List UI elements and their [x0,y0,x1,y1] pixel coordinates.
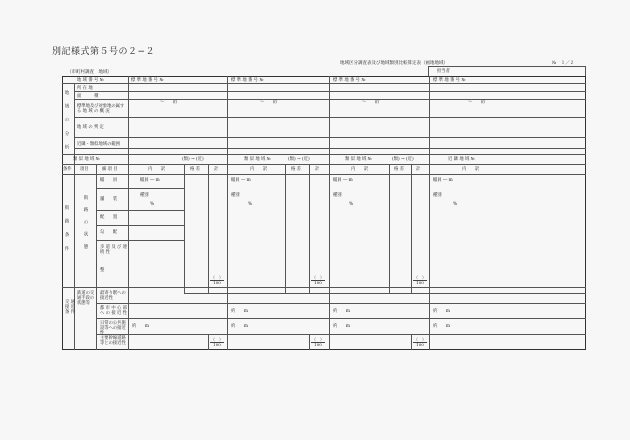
grid-line [62,174,586,175]
investigator-box-left [428,66,429,76]
width-value-1: 幅員 ― m [140,178,160,183]
grid-line [285,164,286,294]
grid-line [96,210,184,211]
traffic-trunk: 主要幹線道路等との接近性 [100,336,126,346]
col-total-3: 計 [416,167,421,172]
sub-slope: 勾 配 [100,230,118,235]
street-condition-label: 街 路 条 件 [64,205,69,255]
dist-7: 約 m [433,309,450,314]
std-no-3: 標 準 地 番 号 № [333,78,366,83]
area-range-4: 〜 ㎡ [468,100,486,105]
similar-region-3: 類 似 地 域 № [345,157,372,162]
investigator-box-top [428,66,585,67]
dist-5: 約 m [231,309,248,314]
col-diff-2: 格 差 [291,167,301,172]
fraction-5: （ ） 100 [312,337,324,347]
sub-other: 整 [100,268,105,273]
page-number: № １／２ [552,61,575,66]
area-range-2: 〜 ㎡ [260,100,278,105]
grid-line [96,240,184,241]
grid-line [74,164,75,350]
investigator-label: 担当者 [437,69,450,74]
col-diff-3: 格 差 [394,167,404,172]
pave-pct-3: % [349,202,354,207]
grid-line [74,137,586,138]
row-judgement: 地 域 の 判 定 [77,125,104,130]
pave-type-2: 種別 [231,193,240,198]
pave-type-4: 種別 [433,193,442,198]
dist-3: 約 m [333,324,350,329]
grid-line [74,148,586,149]
row-location: 所 在 地 [77,86,93,91]
traffic-condition-label: 交 通 接 近 条 件 [65,300,75,315]
row-area: 面 積 [77,94,99,99]
fraction-1: （ ） 100 [211,275,223,285]
pave-pct-4: % [453,202,458,207]
pave-pct-1: % [150,202,155,207]
col-total-1: 計 [214,167,219,172]
region-number-label: 地 域 番 号 № [77,78,104,83]
similar-region-1: 類 似 地 域 № [73,157,100,162]
row-neighbor-range: 近隣・類似地域の範囲 [77,142,120,147]
row-overview: 標準地及び対象地の属する 地 域 の 概 況 [77,104,125,114]
page-title: 別記様式第５号の２−２ [52,47,156,57]
region-analysis-side: 地 域 の 分 析 [64,90,69,153]
grid-line [309,334,310,350]
grid-line [128,164,129,350]
similar-region-2: 類 似 地 域 № [244,157,271,162]
grid-line [62,287,586,288]
col-item: 項目 [80,167,89,172]
grid-line [309,164,310,294]
pave-pct-2: % [248,202,253,207]
col-subitem: 細 項 目 [102,167,118,172]
std-no-2: 標 準 地 番 号 № [231,78,264,83]
area-range-3: 〜 ㎡ [362,100,380,105]
grid-line [62,164,586,165]
dist-4: 約 m [433,324,450,329]
grid-line [411,334,412,350]
grid-line [74,83,75,164]
sub-paving: 舗 装 [100,197,118,202]
grid-line [96,318,586,319]
grid-line [96,334,586,335]
grid-line [74,99,586,100]
col-breakdown-4: 内 訳 [462,167,480,172]
grid-line [96,188,184,189]
sub-sidewalk: 歩 道 及 び 連 続 性 [100,245,127,255]
dist-1: 約 m [132,324,149,329]
dist-6: 約 m [333,309,350,314]
col-condition: 条件 [63,167,72,172]
direction-3: (類) → (近) [392,157,414,162]
fraction-6: （ ） 100 [414,337,426,347]
grid-line [96,225,184,226]
std-no-4: 標 準 地 番 号 № [433,78,466,83]
col-breakdown-1: 内 訳 [148,167,166,172]
traffic-station: 最寄り駅への接近性 [100,291,126,301]
traffic-public: 日常の公共施設等への接近性 [100,321,126,336]
fraction-2: （ ） 100 [312,275,324,285]
std-no-1: 標 準 地 番 号 № [131,78,164,83]
division-label: （市町村調査 地域） [67,70,112,75]
fraction-3: （ ） 100 [414,275,426,285]
street-state-label: 街路の状態 [83,195,88,257]
grid-line [389,164,390,294]
grid-line [62,83,586,84]
col-breakdown-3: 内 訳 [351,167,369,172]
traffic-center: 都 市 中 心 部 へ の 接 近 性 [100,306,127,316]
grid-line [62,154,586,155]
sub-width: 幅 員 [100,178,118,183]
form-subtitle: 地域区分調査表及び地域類別比較算定表（画地地域） [340,61,448,66]
grid-line [74,117,586,118]
width-value-3: 幅員 ― m [333,178,353,183]
grid-line [128,76,129,164]
width-value-4: 幅員 ― m [433,178,453,183]
col-breakdown-2: 内 訳 [250,167,268,172]
pave-type-1: 種別 [140,193,149,198]
area-range-1: 〜 ㎡ [160,100,178,105]
grid-line [96,303,586,304]
grid-line [208,334,209,350]
grid-line [96,164,97,350]
grid-line [411,164,412,294]
grid-line [184,293,586,294]
width-value-2: 幅員 ― m [231,178,251,183]
investigator-box-right [585,66,586,76]
fraction-4: （ ） 100 [211,337,223,347]
direction-2: (類) → (近) [288,157,310,162]
col-diff-1: 格 差 [190,167,200,172]
grid-line [74,91,586,92]
sub-layout: 配 置 [100,215,118,220]
nearby-region: 近 隣 地 域 № [448,157,475,162]
traffic-group-label: 鉄道の交通手段の状態等 [77,291,95,306]
col-total-2: 計 [315,167,320,172]
grid-line [184,164,185,294]
direction-1: (類) → (近) [182,157,204,162]
pave-type-3: 種別 [333,193,342,198]
grid-line [208,164,209,294]
dist-2: 約 m [231,324,248,329]
